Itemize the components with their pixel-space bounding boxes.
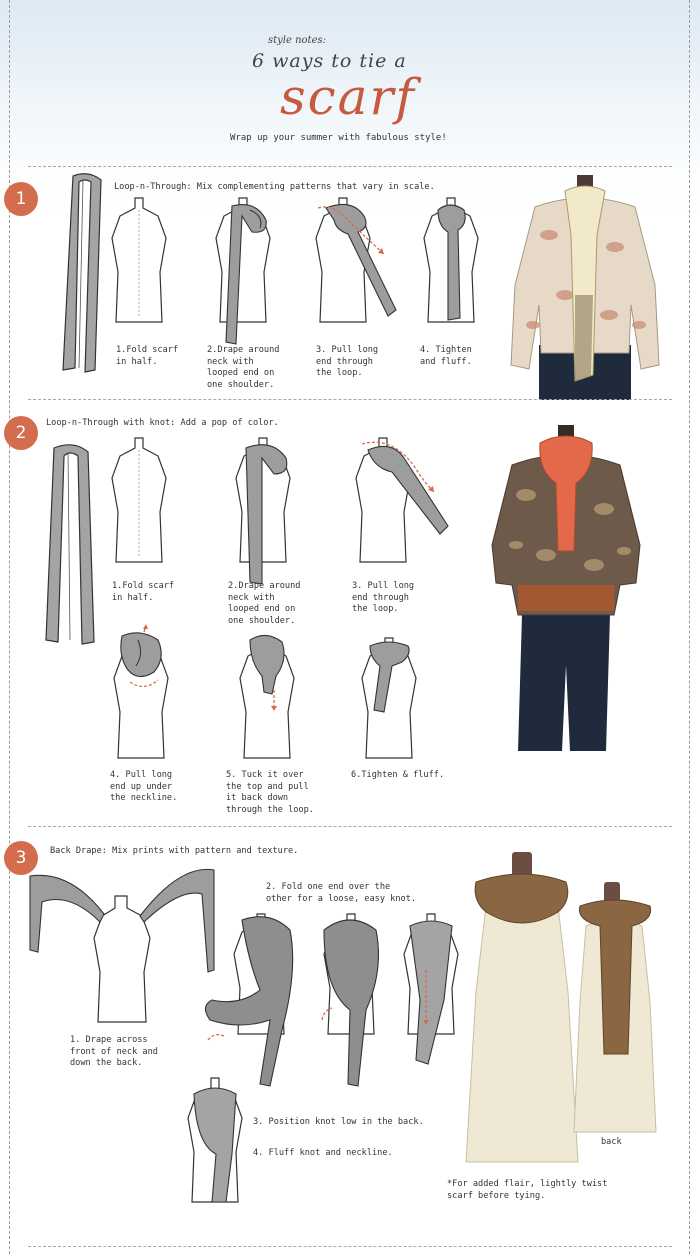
title-word: scarf — [280, 68, 416, 126]
section-number-badge: 2 — [4, 416, 38, 450]
mannequin-tighten-illustration — [420, 198, 482, 324]
mannequin-fluff-illustration — [358, 632, 420, 760]
mannequin-knot-up-illustration — [110, 632, 172, 760]
step-caption: 2. Fold one end over the other for a loose, easy knot. — [266, 882, 417, 904]
dress-photo-front — [462, 852, 580, 1170]
step-caption: 1.Fold scarf in half. — [116, 345, 179, 367]
mannequin-illustration — [108, 438, 170, 564]
section-heading: Loop-n-Through: Mix complementing patterns that vary in scale. — [114, 182, 435, 192]
tip-note: *For added flair, lightly twist scarf before tying. — [447, 1179, 608, 1201]
divider-header — [28, 166, 672, 167]
title-line: 6 ways to tie a — [252, 50, 407, 72]
mannequin-back-view-illustration — [182, 1074, 248, 1206]
step-caption: 3. Pull long end through the loop. — [352, 581, 415, 614]
folded-scarf-illustration — [40, 442, 100, 650]
mannequin-drape-illustration — [232, 438, 294, 588]
section-number-badge: 1 — [4, 182, 38, 216]
step-caption: 3. Pull long end through the loop. — [316, 345, 379, 378]
mannequin-back-knot-illustration — [398, 910, 464, 1070]
step-caption: 5. Tuck it over the top and pull it back down through the loop. — [226, 770, 314, 815]
dress-photo-back — [570, 882, 660, 1138]
mannequin-tuck-illustration — [236, 632, 298, 760]
step-caption: 4. Pull long end up under the neckline. — [110, 770, 178, 803]
step-caption: 4. Tighten and fluff. — [420, 345, 472, 367]
divider-section-2 — [28, 826, 672, 827]
kicker-text: style notes: — [268, 35, 326, 46]
section-heading: Loop-n-Through with knot: Add a pop of color. — [46, 418, 279, 428]
section-number-badge: 3 — [4, 841, 38, 875]
mannequin-drape-illustration — [212, 198, 274, 348]
folded-scarf-illustration — [55, 172, 115, 377]
step-caption: 1. Drape across front of neck and down the back. — [70, 1035, 158, 1068]
step-caption: 6.Tighten & fluff. — [351, 770, 445, 780]
model-photo-jacket-brown — [486, 425, 646, 755]
section-heading: Back Drape: Mix prints with pattern and texture. — [50, 846, 299, 856]
mannequin-knot-loop-illustration — [310, 910, 390, 1090]
divider-bottom — [28, 1246, 672, 1247]
model-photo-jacket-beige — [505, 175, 665, 400]
right-dashed-border — [689, 0, 690, 1254]
mannequin-pull-illustration — [312, 198, 402, 324]
mannequin-illustration — [108, 198, 170, 324]
subtitle: Wrap up your summer with fabulous style! — [230, 133, 447, 143]
step-caption: 2.Drape around neck with looped end on one shoulder. — [228, 581, 301, 626]
step-caption: 3. Position knot low in the back. — [253, 1117, 424, 1127]
photo-label-back: back — [601, 1137, 622, 1147]
mannequin-back-drape-illustration — [30, 862, 215, 1027]
mannequin-pull-illustration — [352, 438, 452, 564]
step-caption: 2.Drape around neck with looped end on one shoulder. — [207, 345, 280, 390]
step-caption: 4. Fluff knot and neckline. — [253, 1148, 393, 1158]
mannequin-knot-illustration — [200, 910, 305, 1090]
divider-section-1 — [28, 399, 672, 400]
step-caption: 1.Fold scarf in half. — [112, 581, 175, 603]
